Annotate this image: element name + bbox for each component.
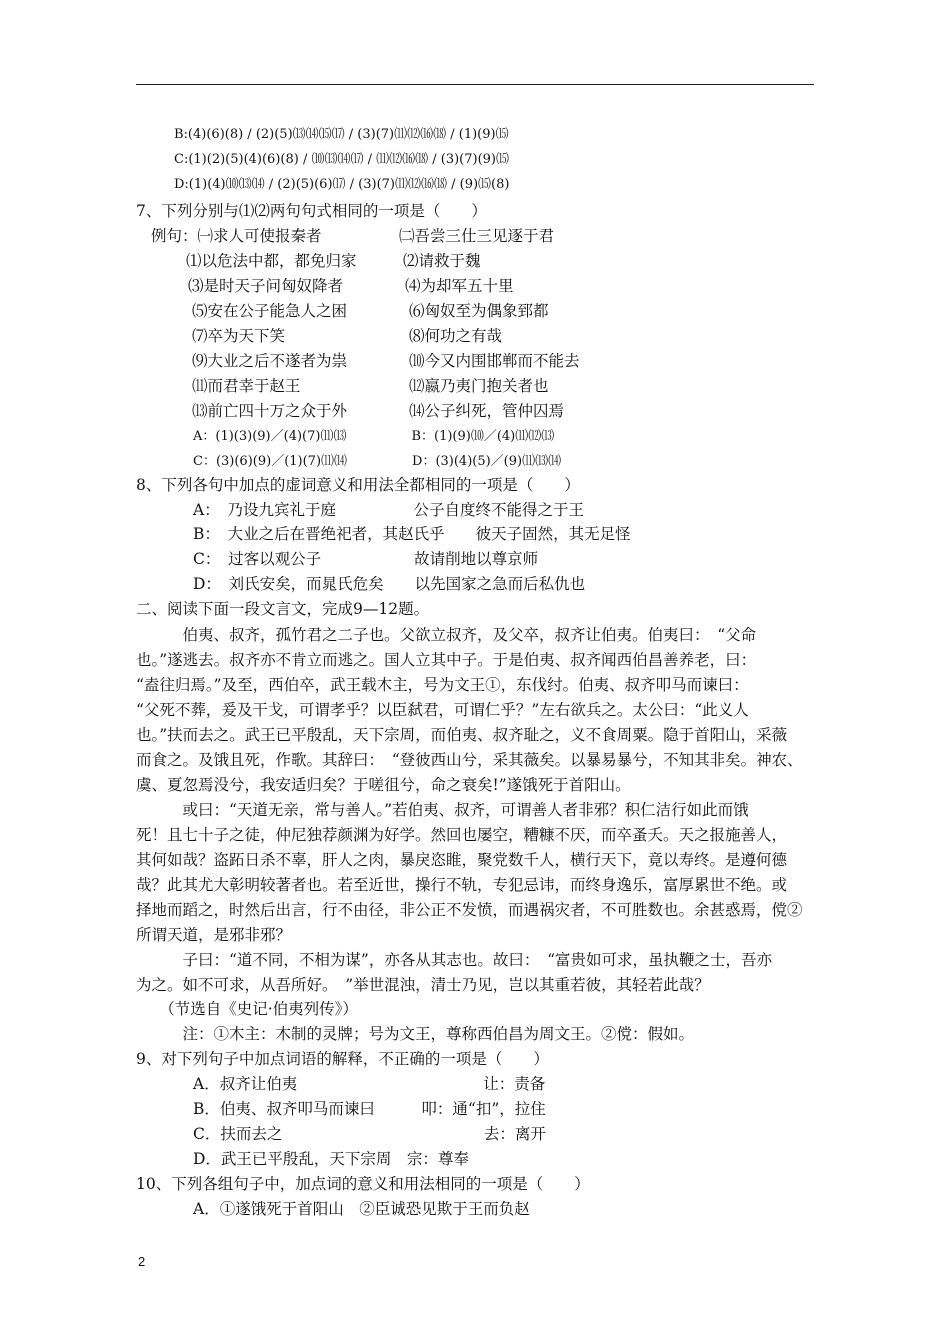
passage-line: 虞、夏忽焉没兮，我安适归矣？于嗟徂兮，命之衰矣!”遂饿死于首阳山。 xyxy=(136,776,631,794)
passage-line: 也。”遂逃去。叔齐亦不肯立而逃之。国人立其中子。于是伯夷、叔齐闻西伯昌善养老，曰： xyxy=(136,651,757,669)
passage-line: 伯夷、叔齐，孤竹君之二子也。父欲立叔齐，及父卒，叔齐让伯夷。伯夷曰： “父命 xyxy=(136,626,757,644)
passage-line: 子曰：“道不同，不相为谋”，亦各从其志也。故曰： “富贵如可求，虽执鞭之士，吾亦 xyxy=(136,951,773,969)
passage-line: 为之。如不可求，从吾所好。 ”举世混浊，清士乃见，岂以其重若彼，其轻若此哉？ xyxy=(136,976,710,994)
passage-line: 而食之。及饿且死，作歌。其辞曰： “登彼西山兮，采其薇矣。以暴易暴兮，不知其非矣。神农、 xyxy=(136,751,803,769)
q6-option-b: B:(4)(6)(8) / (2)(5)⒀⒁⒂⒄ / (3)(7)⑾⑿⒃⒅ / (1)(9)⒂ xyxy=(174,127,509,142)
q7-example: 例句：㈠求人可使报秦者 ㈡吾尝三仕三见逐于君 xyxy=(151,227,555,245)
q7-row: ⑴以危法中都，都免归家 ⑵请救于魏 xyxy=(186,252,481,270)
passage-note: 注：①木主：木制的灵牌；号为文王，尊称西伯昌为周文王。②傥：假如。 xyxy=(136,1025,695,1043)
q7-row: ⑶是时天子问匈奴降者 ⑷为却军五十里 xyxy=(188,277,514,295)
q7-row: ⑺卒为天下笑 ⑻何功之有哉 xyxy=(192,327,503,345)
passage-line: “盍往归焉。”及至，西伯卒，武王载木主，号为文王①，东伐纣。伯夷、叔齐叩马而谏曰： xyxy=(136,676,749,694)
q7-row: ⑾而君幸于赵王 ⑿嬴乃夷门抱关者也 xyxy=(192,377,549,395)
q7-row: ⑼大业之后不遂者为祟 ⑽今又内围邯郸而不能去 xyxy=(192,352,580,370)
passage-line: 或曰：“天道无亲，常与善人。”若伯夷、叔齐，可谓善人者非邪？积仁洁行如此而饿 xyxy=(136,801,749,819)
passage-line: 哉？此其尤大彰明较著者也。若至近世，操行不轨，专犯忌讳，而终身逸乐，富厚累世不绝。或 xyxy=(136,876,788,894)
q6-option-d: D:(1)(4)⑽⒀⒁ / (2)(5)(6)⒄ / (3)(7)⑾⑿⒃⒅ / (9)⒂(8) xyxy=(174,177,510,192)
page-number: 2 xyxy=(138,1254,146,1269)
q9-option-d: D．武王已平殷乱，天下宗周 宗：尊奉 xyxy=(193,1150,469,1168)
q7-options-cd: C：(3)(6)(9)／(1)(7)⑾⒁ D：(3)(4)(5)／(9)⑾⒀⒁ xyxy=(193,454,562,469)
passage-line: 择地而蹈之，时然后出言，行不由径，非公正不发愤，而遇祸灾者，不可胜数也。余甚惑焉，傥② xyxy=(136,901,803,919)
q7-row: ⑸安在公子能急人之困 ⑹匈奴至为偶象郅都 xyxy=(192,302,549,320)
passage-line: “父死不葬，爰及干戈，可谓孝乎？以臣弑君，可谓仁乎？”左右欲兵之。太公曰：“此义人 xyxy=(136,701,749,719)
q8-option-c: C： 过客以观公子 故请削地以尊京师 xyxy=(193,550,539,568)
q9-option-c: C．扶而去之 去：离开 xyxy=(193,1125,546,1143)
q9-stem: 9、对下列句子中加点词语的解释，不正确的一项是（ ） xyxy=(136,1050,549,1068)
passage-line: 也。”扶而去之。武王已平殷乱，天下宗周，而伯夷、叔齐耻之，义不食周粟。隐于首阳山，采薇 xyxy=(136,726,788,744)
section-heading: 二、阅读下面一段文言文，完成9—12题。 xyxy=(136,600,430,618)
passage-line: 其何如哉？盗跖日杀不辜，肝人之肉，暴戾恣睢，聚党数千人，横行天下，竟以寿终。是遵何德 xyxy=(136,851,788,869)
q6-option-c: C:(1)(2)(5)(4)(6)(8) / ⑽⒀⒁⒄ / ⑾⑿⒃⒅ / (3)(7)(9)⒂ xyxy=(174,152,509,167)
q7-options-ab: A：(1)(3)(9)／(4)(7)⑾⒀ B：(1)(9)⑽／(4)⑾⑿⒀ xyxy=(193,429,555,444)
q9-option-b: B．伯夷、叔齐叩马而谏曰 叩：通“扣”，拉住 xyxy=(193,1100,546,1118)
passage-line: 死！且七十子之徒，仲尼独荐颜渊为好学。然回也屡空，糟糠不厌，而卒蚤夭。天之报施善人， xyxy=(136,826,788,844)
q7-stem: 7、下列分别与⑴⑵两句句式相同的一项是（ ） xyxy=(136,202,487,220)
q8-option-d: D： 刘氏安矣，而晁氏危矣 以先国家之急而后私仇也 xyxy=(193,575,586,593)
q9-option-a: A．叔齐让伯夷 让：责备 xyxy=(193,1075,546,1093)
q8-stem: 8、下列各句中加点的虚词意义和用法全都相同的一项是（ ） xyxy=(136,476,580,494)
q10-stem: 10、下列各组句子中，加点词的意义和用法相同的一项是（ ） xyxy=(136,1175,590,1193)
q8-option-a: A： 乃设九宾礼于庭 公子自度终不能得之于王 xyxy=(193,501,584,519)
q10-option-a: A．①遂饿死于首阳山 ②臣诚恐见欺于王而负赵 xyxy=(193,1200,530,1218)
header-rule xyxy=(136,84,814,85)
q8-option-b: B： 大业之后在晋绝祀者，其赵氏乎 彼天子固然，其无足怪 xyxy=(193,525,631,543)
passage-line: 所谓天道，是邪非邪？ xyxy=(136,926,292,944)
q7-row: ⒀前亡四十万之众于外 ⒁公子纠死，管仲囚焉 xyxy=(192,402,565,420)
passage-source: （节选自《史记·伯夷列传》） xyxy=(136,1000,358,1018)
